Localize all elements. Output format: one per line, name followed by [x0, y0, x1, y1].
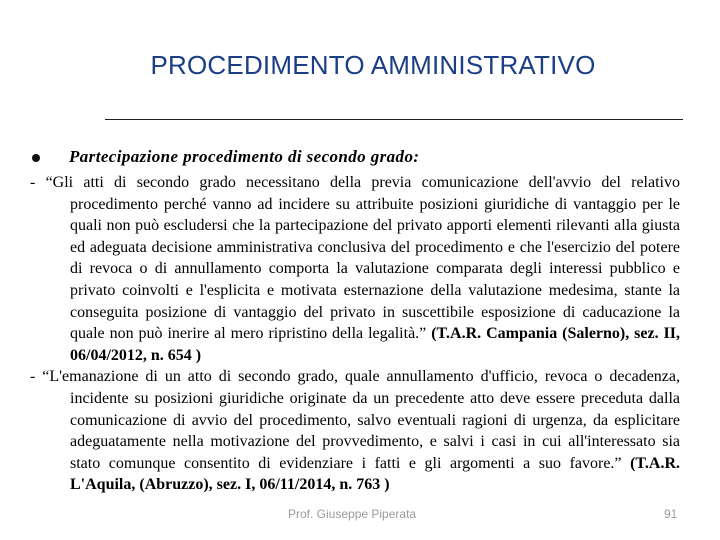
quote-paragraph-2 [30, 366, 680, 496]
bullet-dot-icon [32, 154, 40, 162]
quote-paragraph-1 [30, 172, 680, 366]
title-divider [105, 119, 683, 120]
citation-2: (T.A.R. L'Aquila, (Abruzzo), sez. I, 06/11/2014, n. 763 ) [70, 454, 680, 494]
page-number: 91 [664, 507, 678, 521]
citation-1: (T.A.R. Campania (Salerno), sez. II, 06/04/2012, n. 654 ) [70, 325, 681, 364]
slide-title: PROCEDIMENTO AMMINISTRATIVO [150, 50, 596, 80]
slide-body [30, 172, 680, 496]
quote-text-1: - “Gli atti di secondo grado necessitano della previa comunicazione dell'avvio del relativo procedimento perché vanno ad incidere su attribuite posizioni giuridiche di vantaggio per le quali non può escludersi che la partecipazione del privato apporti elementi rilevanti alla giusta ed adeguata decisione amministrativa conclusiva del procedimento e che l'esercizio del potere di revoca o di annullamento comporta la valutazione comparata degli interessi pubblico e privato coinvolti e l'esplicita e motivata esternazione della valutazione medesima, stante la conseguita posizione di vantaggio del privato in suscettibile esposizione di caducazione la quale non può inerire al mero ripristino della legalità.” [30, 174, 680, 343]
slide-footer: Prof. Giuseppe Piperata [288, 507, 417, 521]
bullet-heading: Partecipazione procedimento di secondo grado: [69, 147, 420, 166]
quote-text-2: - “L'emanazione di un atto di secondo grado, quale annullamento d'ufficio, revoca o decadenza, incidente su posizioni giuridiche originate da un precedente atto deve essere preceduta dalla comunicazione di avvio del procedimento, salvo eventuali ragioni di urgenza, da esplicitare adeguatamente nella motivazione del provvedimento, e salvi i casi in cui all'interessato sia stato comunque consentito di evidenziare i fatti e gli argomenti a suo favore.” [30, 368, 680, 472]
